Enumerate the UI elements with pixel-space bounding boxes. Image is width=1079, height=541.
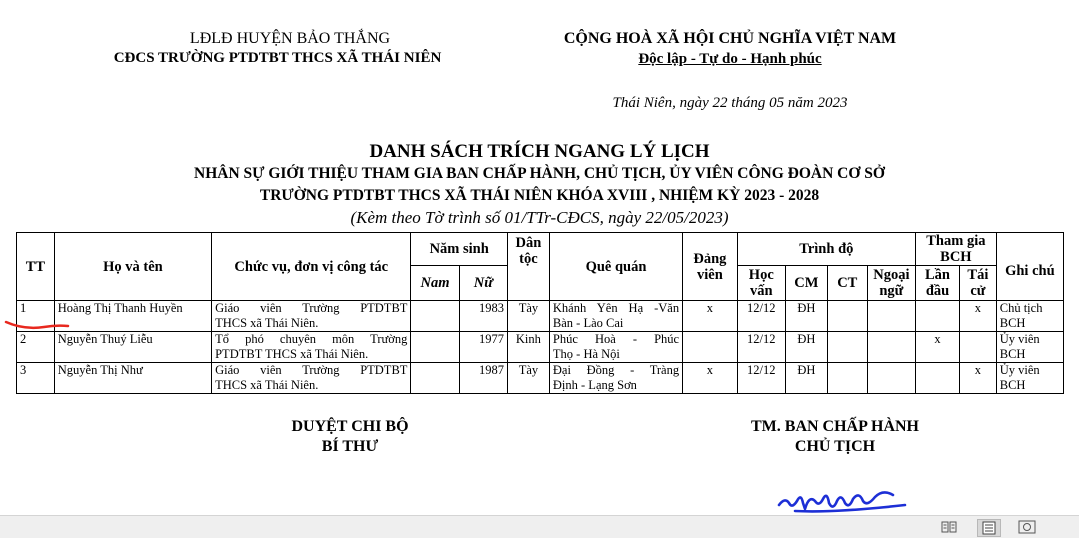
cell-tt: 1: [17, 301, 55, 332]
document-date: Thái Niên, ngày 22 tháng 05 năm 2023: [612, 95, 848, 111]
cell-political: [827, 301, 867, 332]
table-row: [17, 363, 1064, 394]
red-annotation-mark: [4, 310, 74, 334]
cell-re-elect: [960, 332, 997, 363]
cell-re-elect: x: [960, 363, 997, 394]
header-first-time: Lần đầu: [915, 266, 959, 301]
document-title: DANH SÁCH TRÍCH NGANG LÝ LỊCH: [369, 141, 710, 162]
cell-female: 1987: [459, 363, 507, 394]
header-female: Nữ: [459, 266, 507, 301]
cell-name: Nguyễn Thuý Liễu: [54, 332, 211, 363]
right-approval-title: TM. BAN CHẤP HÀNH: [751, 418, 919, 435]
cell-female: 1983: [459, 301, 507, 332]
header-foreign-language: Ngoại ngữ: [867, 266, 915, 301]
header-education: Học vấn: [737, 266, 785, 301]
header-name: Họ và tên: [54, 233, 211, 301]
table-row: [17, 301, 1064, 332]
document-reference-note: (Kèm theo Tờ trình số 01/TTr-CĐCS, ngày 22/05/2023): [350, 208, 729, 227]
candidate-table: [16, 232, 1064, 394]
cell-professional: ĐH: [785, 332, 827, 363]
header-professional: CM: [785, 266, 827, 301]
header-position: Chức vụ, đơn vị công tác: [212, 233, 411, 301]
status-bar: [0, 515, 1079, 538]
cell-party: x: [683, 301, 738, 332]
header-notes: Ghi chú: [996, 233, 1063, 301]
cell-note: Ủy viên BCH: [996, 332, 1063, 363]
cell-foreign-language: [867, 332, 915, 363]
print-layout-icon[interactable]: [977, 519, 1001, 537]
header-tt: TT: [17, 233, 55, 301]
cell-hometown: Khánh Yên Hạ -Văn Bàn - Lào Cai: [549, 301, 682, 332]
cell-male: [411, 301, 459, 332]
cell-male: [411, 332, 459, 363]
cell-note: Chủ tịch BCH: [996, 301, 1063, 332]
header-birth-year: Năm sinh: [411, 233, 508, 266]
header-hometown: Quê quán: [549, 233, 682, 301]
cell-note: Ủy viên BCH: [996, 363, 1063, 394]
cell-tt: 3: [17, 363, 55, 394]
cell-ethnic: Kinh: [507, 332, 549, 363]
cell-party: x: [683, 363, 738, 394]
cell-hometown: Đại Đồng - Tràng Định - Lạng Sơn: [549, 363, 682, 394]
cell-re-elect: x: [960, 301, 997, 332]
cell-education: 12/12: [737, 332, 785, 363]
cell-foreign-language: [867, 301, 915, 332]
cell-professional: ĐH: [785, 363, 827, 394]
header-re-elect: Tái cử: [960, 266, 997, 301]
cell-first-time: x: [915, 332, 959, 363]
handwritten-signature: [775, 483, 915, 517]
header-political: CT: [827, 266, 867, 301]
cell-female: 1977: [459, 332, 507, 363]
web-layout-icon[interactable]: [1016, 519, 1038, 535]
cell-professional: ĐH: [785, 301, 827, 332]
cell-position: Tổ phó chuyên môn Trường PTDTBT THCS xã Thái Niên.: [212, 332, 411, 363]
cell-political: [827, 363, 867, 394]
cell-hometown: Phúc Hoà - Phúc Thọ - Hà Nội: [549, 332, 682, 363]
cell-ethnic: Tày: [507, 363, 549, 394]
cell-name: Nguyễn Thị Như: [54, 363, 211, 394]
header-party-member: Đảng viên: [683, 233, 738, 301]
document-subtitle-1: NHÂN SỰ GIỚI THIỆU THAM GIA BAN CHẤP HÀNH, CHỦ TỊCH, ỦY VIÊN CÔNG ĐOÀN CƠ SỞ: [194, 165, 885, 182]
left-approval-title: DUYỆT CHI BỘ: [291, 418, 409, 435]
header-ethnic: Dân tộc: [507, 233, 549, 301]
table-row: [17, 332, 1064, 363]
cell-tt: 2: [17, 332, 55, 363]
motto: Độc lập - Tự do - Hạnh phúc: [638, 51, 822, 67]
header-bch: Tham gia BCH: [915, 233, 996, 266]
cell-education: 12/12: [737, 363, 785, 394]
cell-name: Hoàng Thị Thanh Huyền: [54, 301, 211, 332]
read-mode-icon[interactable]: [938, 519, 960, 535]
cell-first-time: [915, 301, 959, 332]
document-subtitle-2: TRƯỜNG PTDTBT THCS XÃ THÁI NIÊN KHÓA XVIII , NHIỆM KỲ 2023 - 2028: [259, 187, 820, 204]
cell-foreign-language: [867, 363, 915, 394]
cell-male: [411, 363, 459, 394]
cell-ethnic: Tày: [507, 301, 549, 332]
left-signer-role: BÍ THƯ: [321, 438, 379, 455]
cell-position: Giáo viên Trường PTDTBT THCS xã Thái Niên.: [212, 363, 411, 394]
header-male: Nam: [411, 266, 459, 301]
cell-first-time: [915, 363, 959, 394]
header-level: Trình độ: [737, 233, 915, 266]
org-line-1: LĐLĐ HUYỆN BẢO THẮNG: [189, 30, 391, 47]
cell-party: [683, 332, 738, 363]
national-title: CỘNG HOÀ XÃ HỘI CHỦ NGHĨA VIỆT NAM: [563, 30, 897, 47]
right-signer-role: CHỦ TỊCH: [794, 438, 876, 455]
org-line-2: CĐCS TRƯỜNG PTDTBT THCS XÃ THÁI NIÊN: [113, 50, 442, 66]
cell-position: Giáo viên Trường PTDTBT THCS xã Thái Niên.: [212, 301, 411, 332]
cell-political: [827, 332, 867, 363]
cell-education: 12/12: [737, 301, 785, 332]
